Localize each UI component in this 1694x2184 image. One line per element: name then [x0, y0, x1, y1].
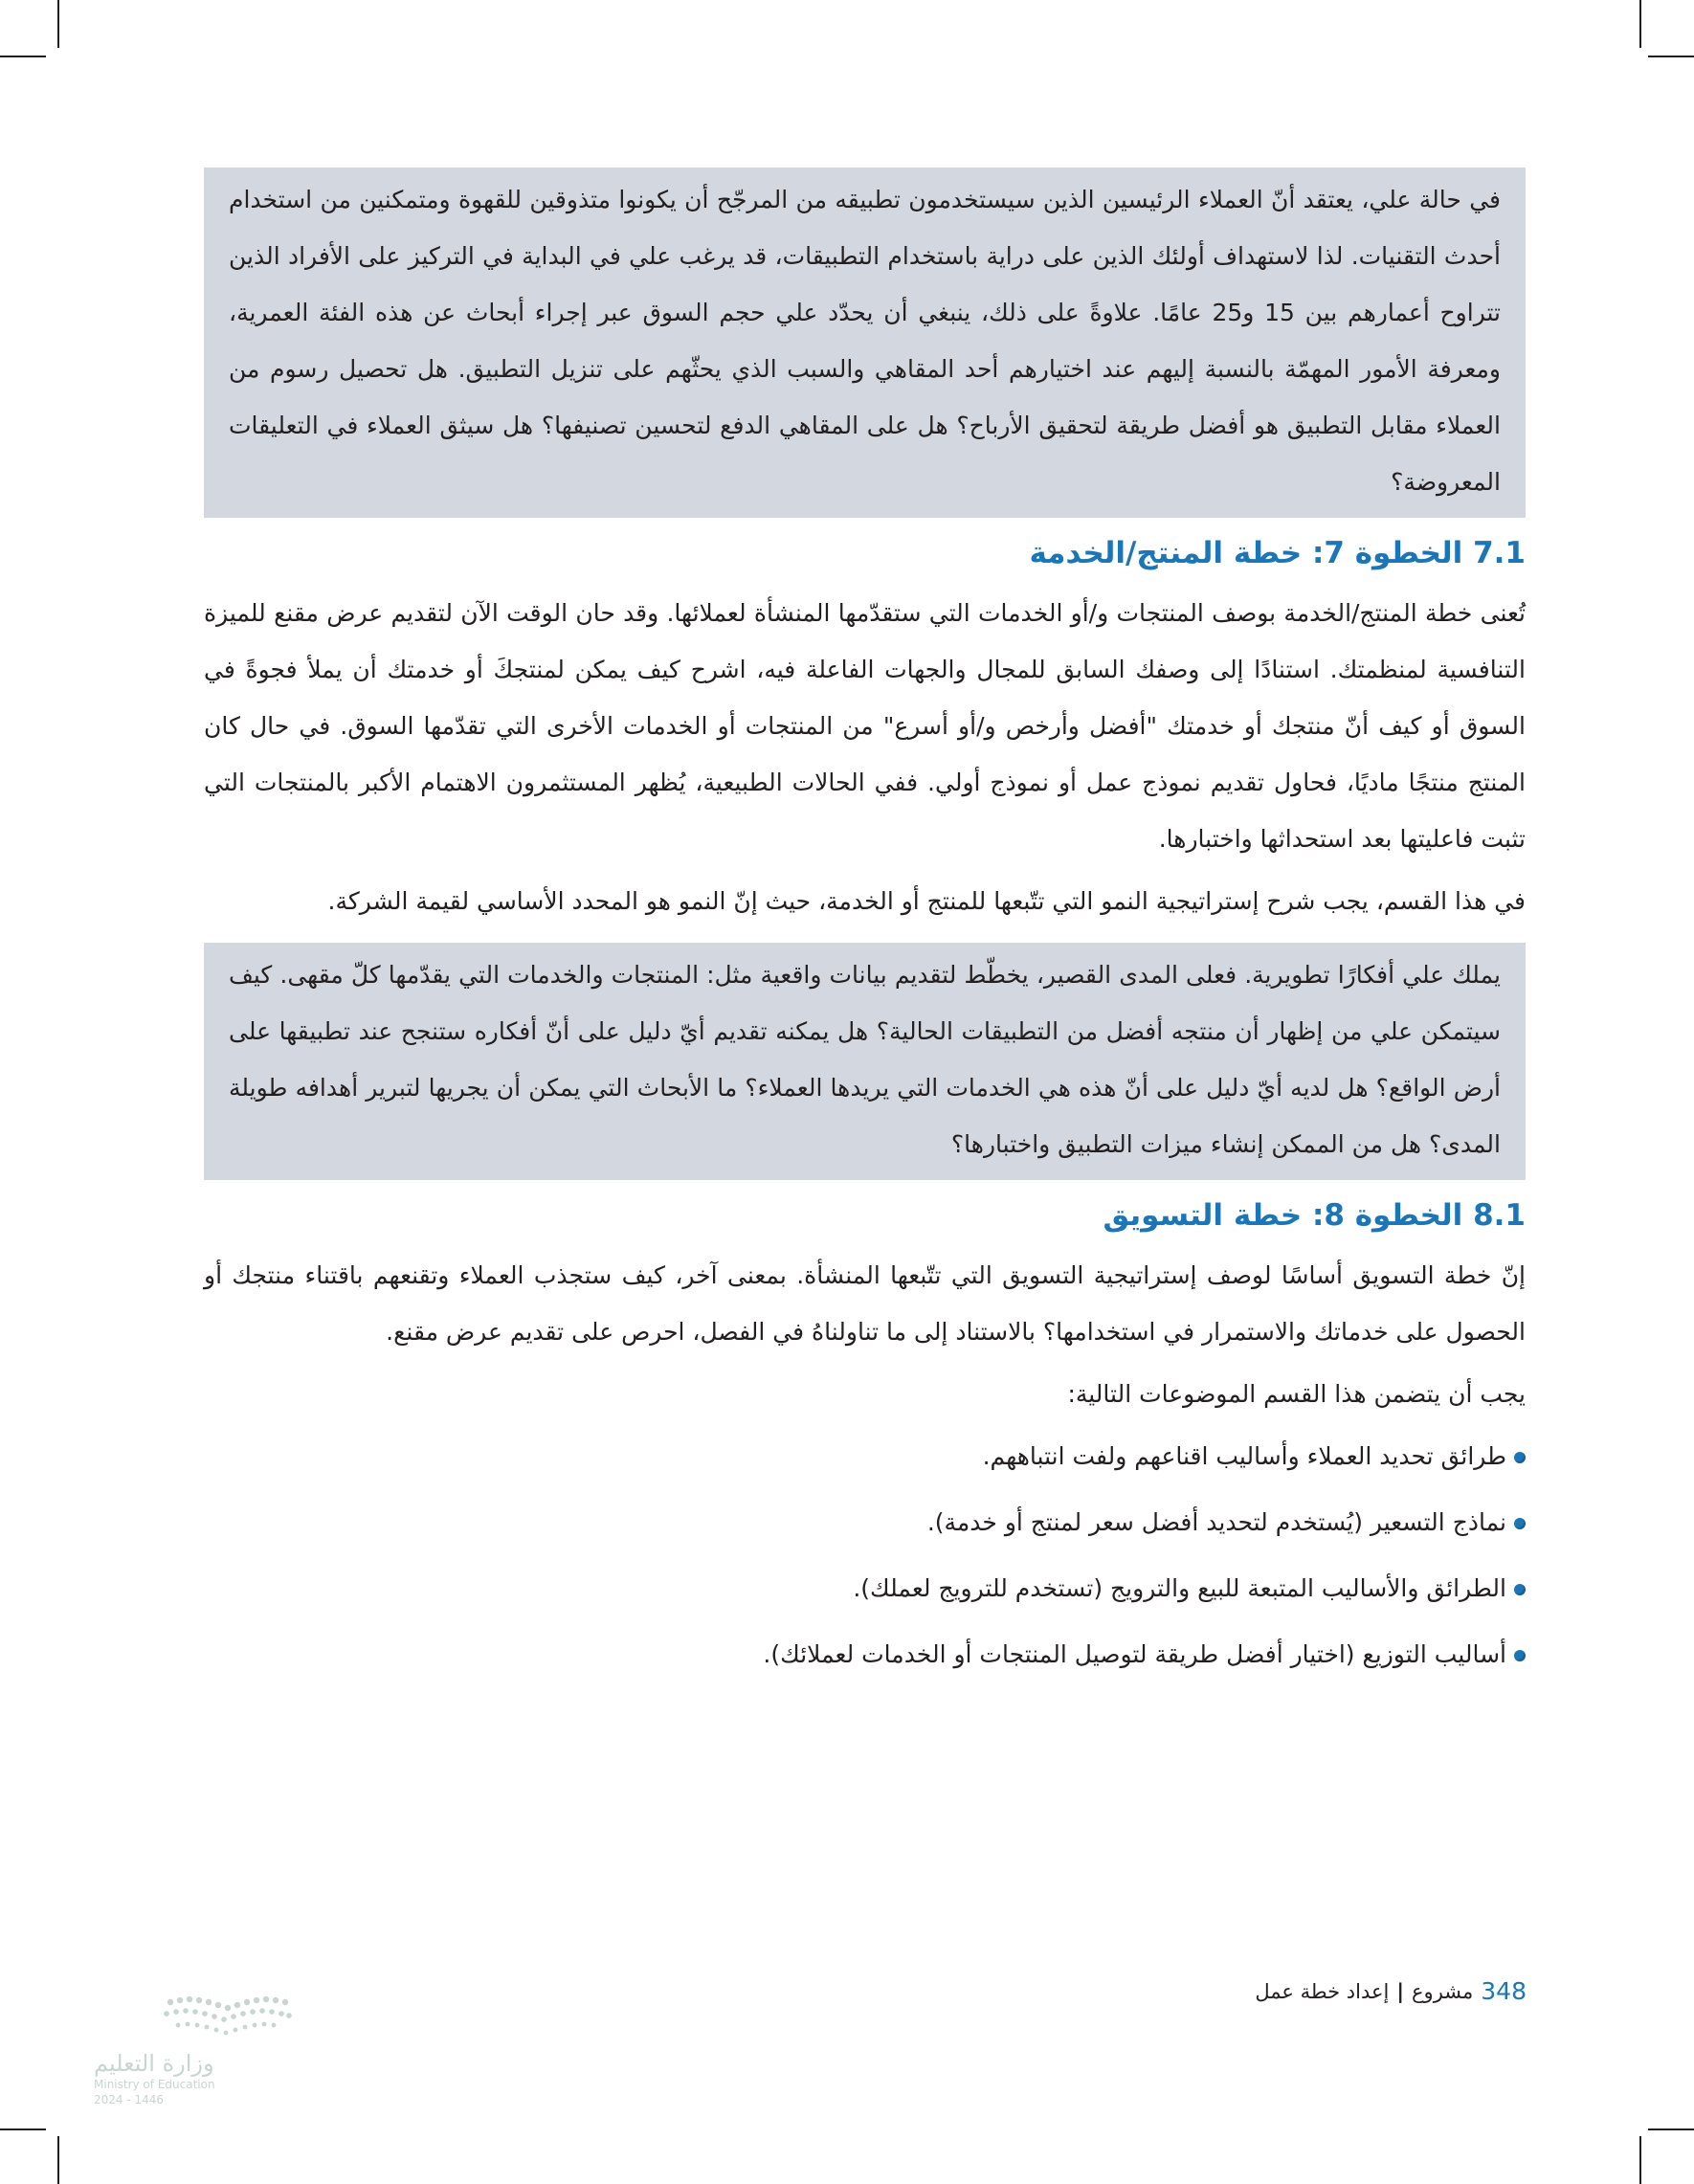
- topics-list: [204, 1428, 1526, 1683]
- section-heading-step-8: 8.1 الخطوة 8: خطة التسويق: [1103, 1198, 1526, 1233]
- section-paragraph: تُعنى خطة المنتج/الخدمة بوصف المنتجات و/أو الخدمات التي ستقدّمها المنشأة لعملائها. وقد حان الوقت الآن لتقديم عرض مقنع للميزة التنافسية لمنظمتك. استنادًا إلى وصفك السابق للمجال والجهات الفاعلة فيه، اشرح كيف يمكن لمنتجكَ أو خدمتك أن يملأ فجوةً في السوق أو كيف أنّ منتجك أو خدمتك "أفضل وأرخص و/أو أسرع" من المنتجات أو الخدمات الأخرى التي تقدّمها السوق. في حال كان المنتج منتجًا ماديًا، فحاول تقديم نموذج عمل أو نموذج أولي. ففي الحالات الطبيعية، يُظهر المستثمرون الاهتمام الأكبر بالمنتجات التي تثبت فاعليتها بعد استحداثها واختبارها.: [204, 599, 1526, 853]
- section-heading-step-7: 7.1 الخطوة 7: خطة المنتج/الخدمة: [1029, 536, 1526, 570]
- ministry-year: 2024 - 1446: [94, 2093, 165, 2106]
- list-intro: يجب أن يتضمن هذا القسم الموضوعات التالية:: [1067, 1380, 1526, 1408]
- footer-title: إعداد خطة عمل: [1255, 1979, 1390, 2003]
- list-item: [204, 1428, 1526, 1484]
- crop-mark: [1639, 0, 1641, 48]
- bullet-dot-icon: [1514, 1452, 1526, 1463]
- bullet-dot-icon: [1514, 1584, 1526, 1595]
- crop-mark: [57, 0, 59, 48]
- crop-mark: [0, 2128, 46, 2130]
- crop-mark: [0, 56, 46, 57]
- page-number: 348: [1481, 1977, 1527, 2005]
- crop-mark: [57, 2136, 59, 2184]
- page-footer: [1255, 1977, 1527, 2005]
- example-box-text: يملك علي أفكارًا تطويرية. فعلى المدى القصير، يخطّط لتقديم بيانات واقعية مثل: المنتجات والخدمات التي يقدّمها كلّ مقهى. كيف سيتمكن علي من إظهار أن منتجه أفضل من التطبيقات الحالية؟ هل يمكنه تقديم أيّ دليل على أنّ أفكاره ستنجح عند تطبيقها على أرض الواقع؟ هل لديه أيّ دليل على أنّ هذه هي الخدمات التي يريدها العملاء؟ ما الأبحاث التي يمكن أن يجريها لتبرير أهدافه طويلة المدى؟ هل من الممكن إنشاء ميزات التطبيق واختبارها؟: [229, 961, 1501, 1158]
- section-paragraph: إنّ خطة التسويق أساسًا لوصف إستراتيجية التسويق التي تتّبعها المنشأة. بمعنى آخر، كيف ستجذب العملاء وتقنعهم باقتناء منتجك أو الحصول على خدماتك والاستمرار في استخدامها؟ بالاستناد إلى ما تناولناهُ في الفصل، احرص على تقديم عرض مقنع.: [204, 1261, 1526, 1346]
- footer-label: مشروع: [1412, 1979, 1474, 2003]
- page-content: [204, 167, 1526, 1692]
- bullet-dot-icon: [1514, 1650, 1526, 1661]
- footer-separator: |: [1396, 1979, 1405, 2003]
- list-item: [204, 1626, 1526, 1683]
- list-item-text: أساليب التوزيع (اختيار أفضل طريقة لتوصيل المنتجات أو الخدمات لعملائك).: [763, 1640, 1506, 1668]
- bullet-dot-icon: [1514, 1518, 1526, 1529]
- crop-mark: [1648, 56, 1694, 57]
- list-item: [204, 1494, 1526, 1550]
- list-item-text: طرائق تحديد العملاء وأساليب اقناعهم ولفت انتباههم.: [982, 1442, 1506, 1470]
- list-item: [204, 1560, 1526, 1616]
- list-item-text: الطرائق والأساليب المتبعة للبيع والترويج (تستخدم للترويج لعملك).: [853, 1574, 1506, 1602]
- section-paragraph: في هذا القسم، يجب شرح إستراتيجية النمو التي تتّبعها للمنتج أو الخدمة، حيث إنّ النمو هو المحدد الأساسي لقيمة الشركة.: [327, 887, 1526, 915]
- list-item-text: نماذج التسعير (يُستخدم لتحديد أفضل سعر لمنتج أو خدمة).: [926, 1508, 1506, 1536]
- ministry-name-arabic: وزارة التعليم: [94, 2050, 214, 2077]
- example-box-text: في حالة علي، يعتقد أنّ العملاء الرئيسين الذين سيستخدمون تطبيقه من المرجّح أن يكونوا متذوقين للقهوة ومتمكنين من استخدام أحدث التقنيات. لذا لاستهداف أولئك الذين على دراية باستخدام التطبيقات، قد يرغب علي في البداية في التركيز على الأفراد الذين تتراوح أعمارهم بين 15 و25 عامًا. علاوةً على ذلك، ينبغي أن يحدّد علي حجم السوق عبر إجراء أبحاث عن هذه الفئة العمرية، ومعرفة الأمور المهمّة بالنسبة إليهم عند اختيارهم أحد المقاهي والسبب الذي يحثّهم على تنزيل التطبيق. هل تحصيل رسوم من العملاء مقابل التطبيق هو أفضل طريقة لتحقيق الأرباح؟ هل على المقاهي الدفع لتحسين تصنيفها؟ هل سيثق العملاء في التعليقات المعروضة؟: [229, 186, 1502, 496]
- example-box: [204, 167, 1526, 518]
- ministry-logo-text: [94, 2050, 276, 2107]
- ministry-name-english: Ministry of Education: [94, 2078, 215, 2091]
- example-box: [204, 943, 1526, 1180]
- crop-mark: [1648, 2128, 1694, 2130]
- crop-mark: [1639, 2136, 1641, 2184]
